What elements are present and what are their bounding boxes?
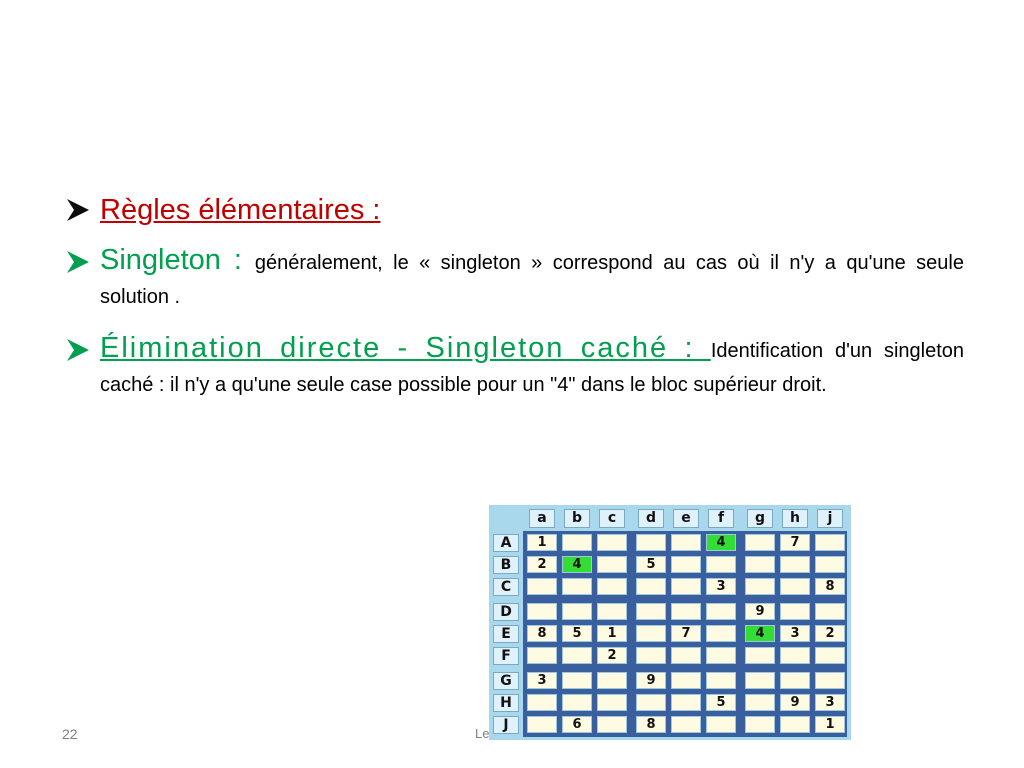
sudoku-cell-De xyxy=(671,603,701,620)
sudoku-cell-Eh: 3 xyxy=(780,625,810,642)
column-header-j: j xyxy=(817,509,843,528)
sudoku-cell-Fd xyxy=(636,647,666,664)
sudoku-cell-Jh xyxy=(780,716,810,733)
sudoku-cell-Be xyxy=(671,556,701,573)
sudoku-cell-Gd: 9 xyxy=(636,672,666,689)
sudoku-cell-Jd: 8 xyxy=(636,716,666,733)
elimination-text: Identification d'un singleton caché : il n'y a qu'une seule case possible pour un "4" dans le bloc supérieur droit. xyxy=(100,340,965,396)
row-header-D: D xyxy=(493,603,519,621)
elimination-paragraph xyxy=(100,328,964,402)
sudoku-cell-Ha xyxy=(527,694,557,711)
sudoku-cell-Df xyxy=(706,603,736,620)
arrow-bullet-icon xyxy=(64,248,92,276)
sudoku-cell-Ad xyxy=(636,534,666,551)
sudoku-cell-Cg xyxy=(745,578,775,595)
sudoku-cell-Cb xyxy=(562,578,592,595)
sudoku-cell-Fa xyxy=(527,647,557,664)
sudoku-cell-Fg xyxy=(745,647,775,664)
sudoku-cell-Gb xyxy=(562,672,592,689)
sudoku-grid-image xyxy=(489,505,851,740)
slide-number: 22 xyxy=(62,726,78,742)
sudoku-cell-Cj: 8 xyxy=(815,578,845,595)
sudoku-cell-Hc xyxy=(597,694,627,711)
sudoku-cell-Jc xyxy=(597,716,627,733)
sudoku-cell-Gc xyxy=(597,672,627,689)
sudoku-cell-Jf xyxy=(706,716,736,733)
sudoku-cell-Dd xyxy=(636,603,666,620)
footer-text: Le xyxy=(475,726,490,741)
sudoku-cell-Cf: 3 xyxy=(706,578,736,595)
row-header-C: C xyxy=(493,578,519,596)
sudoku-cell-Ca xyxy=(527,578,557,595)
row-header-H: H xyxy=(493,694,519,712)
singleton-text: généralement, le « singleton » correspond au cas où il n'y a qu'une seule solution . xyxy=(100,252,964,308)
sudoku-cell-Bb: 4 xyxy=(562,556,592,573)
sudoku-cell-Ac xyxy=(597,534,627,551)
sudoku-cell-Ab xyxy=(562,534,592,551)
sudoku-cell-Hf: 5 xyxy=(706,694,736,711)
sudoku-cell-Je xyxy=(671,716,701,733)
sudoku-cell-Ce xyxy=(671,578,701,595)
sudoku-cell-Ga: 3 xyxy=(527,672,557,689)
sudoku-cell-Jj: 1 xyxy=(815,716,845,733)
sudoku-cell-Bg xyxy=(745,556,775,573)
row-header-E: E xyxy=(493,625,519,643)
sudoku-cell-Gj xyxy=(815,672,845,689)
sudoku-cell-Ah: 7 xyxy=(780,534,810,551)
sudoku-cell-Hd xyxy=(636,694,666,711)
sudoku-cell-Gf xyxy=(706,672,736,689)
heading-singleton: Singleton : xyxy=(100,244,255,276)
sudoku-cell-Jg xyxy=(745,716,775,733)
sudoku-cell-Ag xyxy=(745,534,775,551)
sudoku-cell-Bd: 5 xyxy=(636,556,666,573)
column-header-f: f xyxy=(708,509,734,528)
sudoku-cell-Ed xyxy=(636,625,666,642)
sudoku-cell-Ba: 2 xyxy=(527,556,557,573)
sudoku-cell-Jb: 6 xyxy=(562,716,592,733)
bullet-elimination xyxy=(64,328,964,402)
sudoku-cell-Gh xyxy=(780,672,810,689)
sudoku-cell-Ja xyxy=(527,716,557,733)
sudoku-cell-Da xyxy=(527,603,557,620)
row-header-G: G xyxy=(493,672,519,690)
sudoku-cell-Eg: 4 xyxy=(745,625,775,642)
sudoku-cell-Dj xyxy=(815,603,845,620)
sudoku-cell-Hj: 3 xyxy=(815,694,845,711)
sudoku-cell-Eb: 5 xyxy=(562,625,592,642)
column-header-c: c xyxy=(599,509,625,528)
row-header-B: B xyxy=(493,556,519,574)
sudoku-cell-Hh: 9 xyxy=(780,694,810,711)
sudoku-cell-Db xyxy=(562,603,592,620)
sudoku-cell-Ej: 2 xyxy=(815,625,845,642)
sudoku-cell-Hb xyxy=(562,694,592,711)
sudoku-cell-Fh xyxy=(780,647,810,664)
heading-elimination: Élimination directe - Singleton caché : xyxy=(100,332,711,364)
sudoku-cell-He xyxy=(671,694,701,711)
arrow-bullet-icon xyxy=(64,196,92,224)
column-header-a: a xyxy=(529,509,555,528)
sudoku-cell-Ch xyxy=(780,578,810,595)
arrow-bullet-icon xyxy=(64,336,92,364)
sudoku-cell-Ea: 8 xyxy=(527,625,557,642)
column-header-h: h xyxy=(782,509,808,528)
bullet-singleton xyxy=(64,240,964,314)
sudoku-cell-Af: 4 xyxy=(706,534,736,551)
sudoku-cell-Ee: 7 xyxy=(671,625,701,642)
sudoku-cell-Cc xyxy=(597,578,627,595)
column-header-d: d xyxy=(638,509,664,528)
sudoku-cell-Aj xyxy=(815,534,845,551)
heading-regles: Règles élémentaires : xyxy=(100,194,381,226)
sudoku-cell-Ae xyxy=(671,534,701,551)
sudoku-cell-Dg: 9 xyxy=(745,603,775,620)
column-header-b: b xyxy=(564,509,590,528)
sudoku-cell-Fb xyxy=(562,647,592,664)
sudoku-cell-Bf xyxy=(706,556,736,573)
sudoku-cell-Gg xyxy=(745,672,775,689)
sudoku-cell-Aa: 1 xyxy=(527,534,557,551)
column-header-e: e xyxy=(673,509,699,528)
sudoku-cell-Cd xyxy=(636,578,666,595)
sudoku-cell-Fj xyxy=(815,647,845,664)
row-header-J: J xyxy=(493,716,519,734)
bullet-regles xyxy=(64,190,964,230)
sudoku-cell-Ef xyxy=(706,625,736,642)
bullet-list xyxy=(64,190,964,402)
sudoku-cell-Fe xyxy=(671,647,701,664)
sudoku-cell-Bc xyxy=(597,556,627,573)
column-header-g: g xyxy=(747,509,773,528)
sudoku-cell-Ge xyxy=(671,672,701,689)
sudoku-cell-Ec: 1 xyxy=(597,625,627,642)
sudoku-cell-Ff xyxy=(706,647,736,664)
sudoku-cell-Bh xyxy=(780,556,810,573)
singleton-paragraph xyxy=(100,240,964,314)
sudoku-cell-Bj xyxy=(815,556,845,573)
row-header-A: A xyxy=(493,534,519,552)
sudoku-cell-Fc: 2 xyxy=(597,647,627,664)
sudoku-cell-Dc xyxy=(597,603,627,620)
sudoku-cell-Dh xyxy=(780,603,810,620)
row-header-F: F xyxy=(493,647,519,665)
sudoku-cell-Hg xyxy=(745,694,775,711)
